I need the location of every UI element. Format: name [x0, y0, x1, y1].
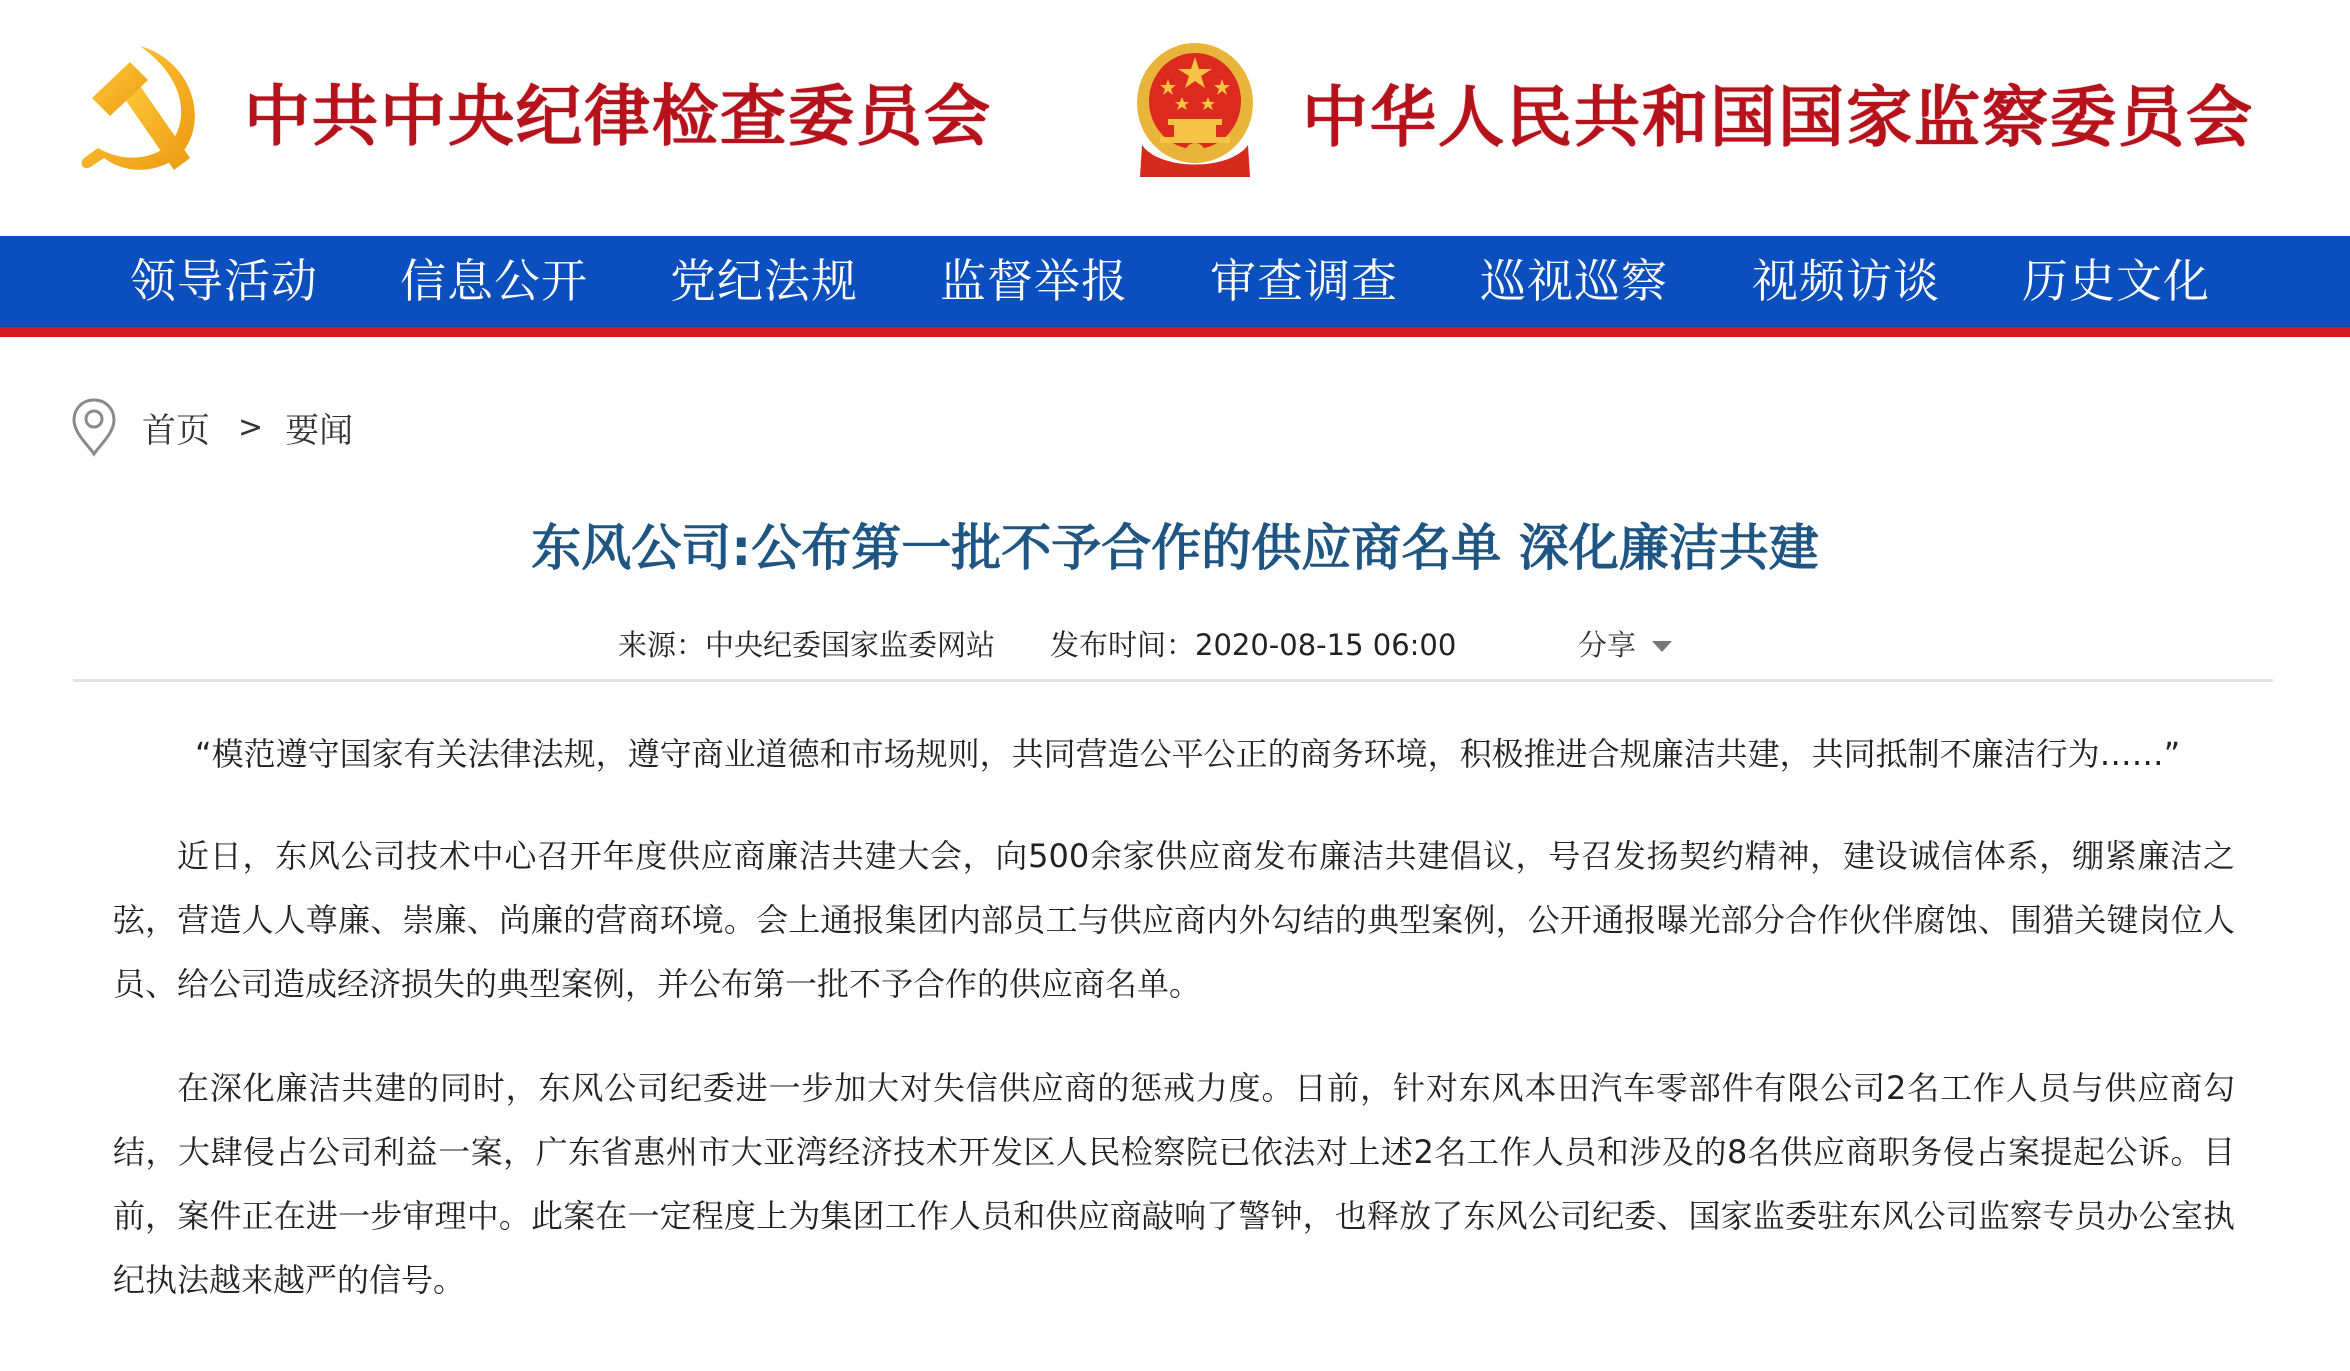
share-dropdown[interactable]: [1578, 622, 1672, 668]
breadcrumb-separator: >: [238, 409, 264, 445]
breadcrumb-home-link[interactable]: 首页: [142, 410, 210, 451]
ccdi-logo[interactable]: [78, 40, 992, 180]
article-paragraph: 近日，东风公司技术中心召开年度供应商廉洁共建大会，向500余家供应商发布廉洁共建倡议，号召发扬契约精神，建设诚信体系，绷紧廉洁之弦，营造人人尊廉、崇廉、尚廉的营商环境。会上通报集团内部员工与供应商内外勾结的典型案例，公开通报曝光部分合作伙伴腐蚀、围猎关键岗位人员、给公司造成经济损失的典型案例，并公布第一批不予合作的供应商名单。: [113, 837, 2235, 1003]
article-body: [113, 722, 2235, 1352]
site-header: [0, 0, 2350, 236]
article-source: 来源：中央纪委国家监委网站: [618, 628, 996, 662]
nav-item-information[interactable]: 信息公开: [400, 254, 588, 308]
article-quote: “模范遵守国家有关法律法规，遵守商业道德和市场规则，共同营造公平公正的商务环境，积极推进合规廉洁共建，共同抵制不廉洁行为……”: [195, 735, 2181, 773]
nsc-logo[interactable]: [1130, 40, 2254, 182]
main-nav: [0, 236, 2350, 327]
nav-item-investigation[interactable]: 审查调查: [1210, 254, 1398, 308]
nav-item-leadership[interactable]: 领导活动: [130, 254, 318, 308]
nav-item-regulations[interactable]: 党纪法规: [670, 254, 858, 308]
caret-down-icon: [1652, 641, 1672, 652]
article-publish-time: 发布时间：2020-08-15 06:00: [1050, 628, 1457, 662]
article-title: 东风公司:公布第一批不予合作的供应商名单 深化廉洁共建: [531, 519, 1819, 577]
location-pin-icon: [70, 397, 118, 457]
national-emblem-icon: [1130, 41, 1260, 181]
ccdi-logo-text: 中共中央纪律检查委员会: [244, 76, 992, 155]
meta-divider: [73, 679, 2273, 682]
share-label: 分享: [1578, 628, 1637, 662]
breadcrumb-current-link[interactable]: 要闻: [285, 410, 354, 451]
nav-item-inspection[interactable]: 巡视巡察: [1480, 254, 1668, 308]
breadcrumb: [70, 396, 353, 458]
nav-item-supervision-report[interactable]: 监督举报: [940, 254, 1128, 308]
article-paragraph: 在深化廉洁共建的同时，东风公司纪委进一步加大对失信供应商的惩戒力度。日前，针对东风本田汽车零部件有限公司2名工作人员与供应商勾结，大肆侵占公司利益一案，广东省惠州市大亚湾经济技术开发区人民检察院已依法对上述2名工作人员和涉及的8名供应商职务侵占案提起公诉。目前，案件正在进一步审理中。此案在一定程度上为集团工作人员和供应商敲响了警钟，也释放了东风公司纪委、国家监委驻东风公司监察专员办公室执纪执法越来越严的信号。: [113, 1069, 2235, 1299]
nav-red-stripe: [0, 327, 2350, 337]
nav-item-video-interview[interactable]: 视频访谈: [1752, 254, 1940, 308]
hammer-sickle-emblem-icon: [78, 40, 208, 180]
nav-item-history-culture[interactable]: 历史文化: [2022, 254, 2210, 308]
nsc-logo-text: 中华人民共和国国家监察委员会: [1302, 77, 2254, 156]
